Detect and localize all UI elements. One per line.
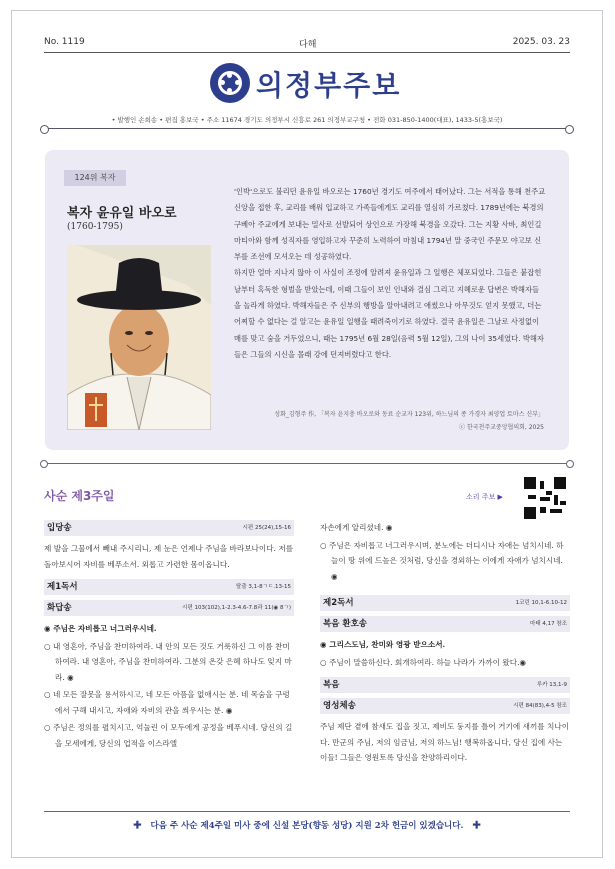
communion-ref: 시편 84(83),4-5 참조 [513,703,567,709]
saint-years: (1760-1795) [67,222,123,232]
credit-line: 성화_김형주 作, 「복자 윤지충 바오로와 동료 순교자 123위, 하느님의 종 가경자 최양업 토마스 신부」 [274,411,544,418]
gospel-acclamation-header [320,616,570,632]
liturgical-year: 다해 [299,40,317,50]
cross-icon: ✚ [472,821,481,831]
right-column [320,520,570,773]
psalm-header [44,600,294,616]
psalm-verse: ○ 내 영혼아, 주님을 찬미하여라. 내 안의 모든 것도 거룩하신 그 이름 찬미하여라. 내 영혼아, 주님을 찬미하여라. 그분의 온갖 은혜 하나도 잊지 마라. ◉ [44,641,292,682]
cross-icon: ✚ [133,821,142,831]
psalm-verse: ○ 네 모든 잘못을 용서하시고, 네 모든 아픔을 없애시는 분. 네 목숨을 구렁에서 구해 내시고, 자애와 자비의 관을 씌우시는 분. ◉ [44,690,290,715]
psalm-verse-cont: 자손에게 알리셨네. ◉ [320,523,393,532]
acclamation-verse: ○ 주님이 말씀하신다. 회개하여라. 하늘 나라가 가까이 왔다.◉ [320,657,527,667]
gospel-ref: 루카 13,1-9 [536,682,567,688]
bio-paragraph: 하지만 얼마 지나지 않아 이 사실이 조정에 알려져 윤유일과 그 일행은 체포되었다. 그들은 붙잡힌 날부터 혹독한 형벌을 받았는데, 이때 그들이 보인 인내와 결심 그리고 지혜로운 답변은 박해자들을 놀라게 하였다. 박해자들은 주 신부의 행방을 알아내려고 애썼으나 아무것도 얻지 못했고, 더는 어찌할 수 없다는 걸 알고는 윤유일 일행을 때려죽이기로 하였다. 결국 윤유일은 그날로 사정없이 매를 맞고 숨을 거두었으니, 때는 1795년 6월 28일(음력 5월 12일), 그의 나이 35세였다. 박해자들은 그들의 시신을 몰래 강에 던져버렸다고 한다. [234,268,544,359]
gospel-label: 복음 [323,680,340,690]
section-rule [44,463,570,464]
communion-text: 주님 제단 곁에 참새도 집을 짓고, 제비도 둥지를 틀어 거기에 새끼를 치나이다. 만군의 주님, 저의 임금님, 저의 하느님! 행복하옵니다, 당신 집에 사는 이들! 그들은 영원토록 당신을 찬양하리이다. [320,722,570,762]
image-credit [234,408,544,434]
psalm-ref: 시편 103(102),1-2.3-4.6-7.8과 11(◉ 8ㄱ) [182,605,291,611]
copyright-line: ⓒ 한국천주교중앙협의회, 2025 [459,424,544,431]
reading2-ref: 1코린 10,1-6.10-12 [515,600,567,606]
acclamation-response: ◉ 그리스도님, 찬미와 영광 받으소서. [320,640,446,649]
entrance-ref: 시편 25(24),15-16 [242,525,291,531]
reading1-ref: 탈출 3,1-8ㄱㄷ.13-15 [236,584,291,590]
psalm-verse: ○ 주님은 정의를 펼치시고, 억눌린 이 모두에게 공정을 베푸시네. 당신의 길을 모세에게, 당신의 업적을 이스라엘 [44,723,293,748]
top-rule [44,52,570,53]
entrance-label: 입당송 [47,523,72,533]
psalm-response: ◉ 주님은 자비롭고 너그러우시네. [44,624,157,633]
saint-name: 복자 윤유일 바오로 [67,206,177,221]
gospel-header [320,677,570,693]
notice-text: 다음 주 사순 제4주일 미사 중에 신설 본당(향동 성당) 지원 2차 헌금이 있겠습니다. [150,821,464,831]
notice-bar [44,819,570,831]
psalm-verse: ○ 주님은 자비롭고 너그러우시며, 분노에는 더디시나 자애는 넘치시네. 하늘이 땅 위에 드높은 것처럼, 당신을 경외하는 이에게 자애가 넘치시네. ◉ [320,540,564,581]
left-column [44,520,294,758]
communion-header [320,698,570,714]
psalm-label: 화답송 [47,603,72,613]
entrance-text: 제 발을 그물에서 빼내 주시리니, 제 눈은 언제나 주님을 바라보나이다. 저를 돌아보시어 자비를 베푸소서. 외롭고 가련한 몸이옵니다. [44,544,294,569]
notice-rule [44,811,570,812]
gospel-acclamation-label: 복음 환호송 [323,619,368,629]
bio-paragraph: '인박'으로도 불리던 윤유일 바오로는 1760년 경기도 여주에서 태어났다. 그는 서적을 통해 천주교 신앙을 접한 후, 교리를 배워 입교하고 가족들에게도 교리를 열심히 가르쳤다. 1789년에는 북경의 구베아 주교에게 보내는 밀사로 선발되어 상인으로 가장해 북경을 오갔다. 그는 지황 사바, 최인길 마티아와 함께 성직자를 영입하고자 꾸준히 노력하여 마침내 1794년 말 중국인 주문모 야고보 신부를 조선에 모셔오는 데 성공하였다. [234,187,546,262]
reading1-header [44,579,294,595]
sunday-title: 사순 제3주일 [44,489,115,503]
header-rule [44,128,570,129]
issue-date: 2025. 03. 23 [512,37,570,47]
reading2-header [320,595,570,611]
entrance-header [44,520,294,536]
reading1-label: 제1독서 [47,582,78,592]
saint-portrait [67,245,211,430]
gospel-acclamation-ref: 마태 4,17 참조 [530,621,567,627]
masthead-title: 의정부주보 [256,69,402,102]
saint-biography [234,184,546,363]
issue-number: No. 1119 [44,37,85,47]
saint-badge: 124위 복자 [64,170,126,186]
diocese-logo-icon [210,63,250,103]
communion-label: 영성체송 [323,701,356,711]
audio-bulletin-link[interactable]: 소리 주보 ▶ [466,493,503,501]
qr-code[interactable] [524,477,566,519]
publication-info: • 발행인 손희송 • 편집 홍보국 • 주소 11674 경기도 의정부시 신흥로 261 의정부교구청 • 전화 031-850-1400(대표), 1433-5(홍보국) [111,116,503,124]
reading2-label: 제2독서 [323,598,354,608]
